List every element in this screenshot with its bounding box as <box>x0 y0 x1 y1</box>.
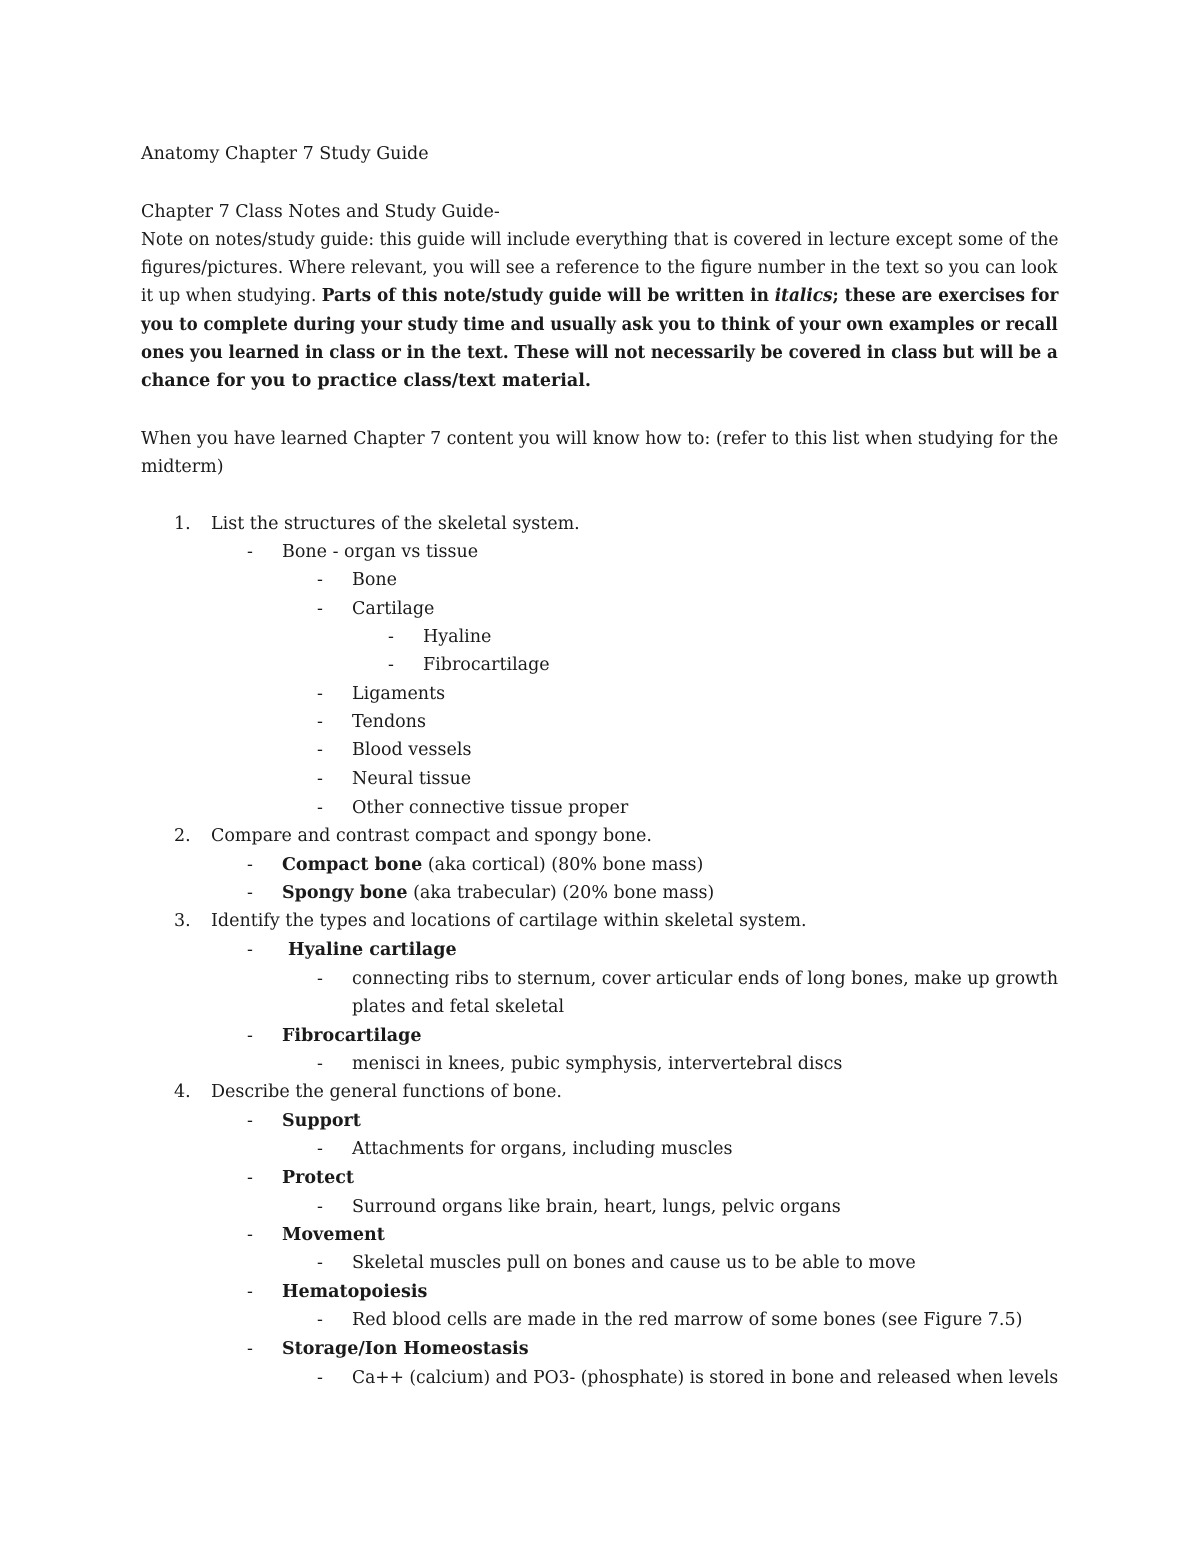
list-item-text: List the structures of the skeletal system. <box>211 514 580 534</box>
list-number: 4. <box>174 1082 191 1102</box>
sub-sub-sub-item: Hyaline <box>423 627 492 647</box>
dash-marker: - <box>317 599 323 619</box>
sub-sub-item-continued: plates and fetal skeletal <box>352 997 565 1017</box>
note-line-5: ones you learned in class or in the text. These will not necessarily be covered in class but will be a <box>141 343 1058 363</box>
list-number: 2. <box>174 826 191 846</box>
dash-marker: - <box>247 883 253 903</box>
sub-sub-item: Neural tissue <box>352 769 472 789</box>
sub-sub-item: Tendons <box>352 712 426 732</box>
term-compact-bone: Compact bone <box>282 855 423 875</box>
document-title: Anatomy Chapter 7 Study Guide <box>141 144 429 164</box>
term-spongy-bone: Spongy bone <box>282 883 408 903</box>
dash-marker: - <box>317 969 323 989</box>
dash-marker: - <box>317 1368 323 1388</box>
term-support: Support <box>282 1111 361 1131</box>
note-line-3 <box>141 282 1058 310</box>
list-number: 3. <box>174 911 191 931</box>
dash-marker: - <box>247 1282 253 1302</box>
sub-sub-item: Ca++ (calcium) and PO3- (phosphate) is stored in bone and released when levels <box>352 1368 1059 1388</box>
term-movement: Movement <box>282 1225 385 1245</box>
term-compact-bone-detail: (aka cortical) (80% bone mass) <box>422 855 704 875</box>
list-item-text: Compare and contrast compact and spongy bone. <box>211 826 652 846</box>
intro-line-1: When you have learned Chapter 7 content you will know how to: (refer to this list when studying for the <box>141 429 1059 449</box>
dash-marker: - <box>317 740 323 760</box>
dash-marker: - <box>317 570 323 590</box>
dash-marker: - <box>247 1339 253 1359</box>
sub-sub-item: Other connective tissue proper <box>352 798 629 818</box>
sub-item: Bone - organ vs tissue <box>282 542 479 562</box>
term-storage-ion-homeostasis: Storage/Ion Homeostasis <box>282 1339 529 1359</box>
dash-marker: - <box>317 769 323 789</box>
list-number: 1. <box>174 514 191 534</box>
dash-marker: - <box>317 1253 323 1273</box>
dash-marker: - <box>317 712 323 732</box>
sub-sub-item: Blood vessels <box>352 740 472 760</box>
dash-marker: - <box>247 1225 253 1245</box>
sub-item <box>282 851 703 879</box>
sub-sub-item: Cartilage <box>352 599 435 619</box>
note-line-6: chance for you to practice class/text material. <box>141 371 591 391</box>
term-protect: Protect <box>282 1168 355 1188</box>
dash-marker: - <box>388 627 394 647</box>
note-line-1: Note on notes/study guide: this guide will include everything that is covered in lecture except some of the <box>141 230 1059 250</box>
note-line-3-bold-a: Parts of this note/study guide will be written in <box>321 286 775 306</box>
dash-marker: - <box>317 798 323 818</box>
dash-marker: - <box>388 655 394 675</box>
dash-marker: - <box>317 1197 323 1217</box>
dash-marker: - <box>247 1168 253 1188</box>
dash-marker: - <box>317 684 323 704</box>
sub-sub-item: connecting ribs to sternum, cover articular ends of long bones, make up growth <box>352 969 1059 989</box>
dash-marker: - <box>317 1054 323 1074</box>
term-hyaline-cartilage: Hyaline cartilage <box>288 940 457 960</box>
term-spongy-bone-detail: (aka trabecular) (20% bone mass) <box>407 883 715 903</box>
sub-sub-item: menisci in knees, pubic symphysis, intervertebral discs <box>352 1054 843 1074</box>
sub-sub-item: Attachments for organs, including muscles <box>352 1139 733 1159</box>
note-line-4: you to complete during your study time and usually ask you to think of your own examples or recall <box>141 315 1058 335</box>
sub-sub-item: Ligaments <box>352 684 446 704</box>
dash-marker: - <box>247 1026 253 1046</box>
sub-item <box>282 879 714 907</box>
sub-sub-sub-item: Fibrocartilage <box>423 655 550 675</box>
sub-sub-item: Red blood cells are made in the red marrow of some bones (see Figure 7.5) <box>352 1310 1023 1330</box>
sub-sub-item: Bone <box>352 570 398 590</box>
dash-marker: - <box>247 542 253 562</box>
list-item-text: Identify the types and locations of cartilage within skeletal system. <box>211 911 807 931</box>
dash-marker: - <box>247 1111 253 1131</box>
dash-marker: - <box>247 855 253 875</box>
note-line-3-bold-b: ; these are exercises for <box>832 286 1059 306</box>
intro-line-2: midterm) <box>141 457 224 477</box>
term-fibrocartilage: Fibrocartilage <box>282 1026 422 1046</box>
dash-marker: - <box>317 1310 323 1330</box>
sub-sub-item: Surround organs like brain, heart, lungs, pelvic organs <box>352 1197 841 1217</box>
dash-marker: - <box>317 1139 323 1159</box>
note-line-3-italics: italics <box>774 286 833 306</box>
list-item-text: Describe the general functions of bone. <box>211 1082 562 1102</box>
dash-marker: - <box>247 940 253 960</box>
sub-sub-item: Skeletal muscles pull on bones and cause us to be able to move <box>352 1253 916 1273</box>
term-hematopoiesis: Hematopoiesis <box>282 1282 428 1302</box>
note-line-2: figures/pictures. Where relevant, you will see a reference to the figure number in the text so you can look <box>141 258 1058 278</box>
section-heading: Chapter 7 Class Notes and Study Guide- <box>141 202 500 222</box>
note-line-3-plain: it up when studying. <box>141 286 322 306</box>
